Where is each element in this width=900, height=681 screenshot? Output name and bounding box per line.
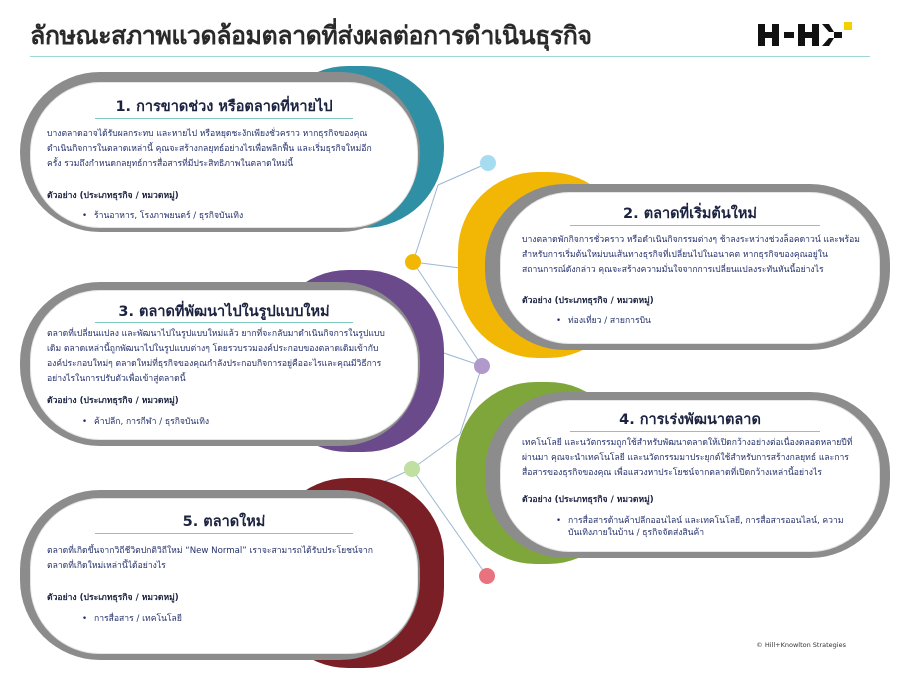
- card-1-example: • ร้านอาหาร, โรงภาพยนตร์ / ธุรกิจบันเทิง: [82, 211, 244, 221]
- card-3-description: ตลาดที่เปลี่ยนแปลง และพัฒนาไปในรูปแบบใหม่แล้ว ยากที่จะกลับมาดำเนินกิจการในรูปแบบเดิม ตลาดเหล่านี้ถูกพัฒนาไปในรูปแบบต่างๆ โดยรวบรวมองค์ประกอบของตลาดเดิมเข้ากับองค์ประกอบใหม่ๆ ตลาดใหม่ที่ธุรกิจของคุณกำลังประกอบกิจการอยู่คืออะไรและคุณมีวิธีการอย่างไรในการปรับตัวเพื่อเข้าสู่ตลาดนี้: [47, 329, 385, 384]
- timeline-dot-1: [480, 155, 496, 171]
- connector-4b: [412, 434, 460, 469]
- copyright: © Hill+Knowlton Strategies: [756, 641, 846, 649]
- card-3-example-text: ค้าปลีก, การกีฬา / ธุรกิจบันเทิง: [94, 417, 210, 427]
- card-1-rule: [95, 118, 353, 119]
- timeline-dot-4: [404, 461, 420, 477]
- card-3-rule: [95, 322, 353, 323]
- card-5-example: • การสื่อสาร / เทคโนโลยี: [82, 614, 182, 624]
- card-2-description: บางตลาดพักกิจการชั่วคราว หรือดำเนินกิจกรรมต่างๆ ช้าลงระหว่างช่วงล็อคดาวน์ และพร้อมสำหรับการเริ่มต้นใหม่บนเส้นทางธุรกิจที่เปลี่ยนไปในอนาคต หากธุรกิจของคุณอยู่ในสถานการณ์ดังกล่าว คุณจะสร้างความมั่นใจจากการเปลี่ยนแปลงระทันหันนี้อย่างไร: [522, 235, 860, 275]
- card-3-example-label: ตัวอย่าง (ประเภทธุรกิจ / หมวดหมู่): [47, 396, 179, 406]
- card-4-description: เทคโนโลยี และนวัตกรรมถูกใช้สำหรับพัฒนาตลาดให้เปิดกว้างอย่างต่อเนื่องตลอดหลายปีที่ผ่านมา คุณจะนำเทคโนโลยี และนวัตกรรมมาประยุกต์ใช้สำหรับการสร้างกลยุทธ์ และการสื่อสารของธุรกิจของคุณ เพื่อแสวงหาประโยชน์จากตลาดที่เปิดกว้างเหล่านี้อย่างไร: [522, 438, 853, 478]
- card-3-example: • ค้าปลีก, การกีฬา / ธุรกิจบันเทิง: [82, 417, 210, 427]
- card-4-example-label: ตัวอย่าง (ประเภทธุรกิจ / หมวดหมู่): [522, 495, 654, 505]
- card-1-description: บางตลาดอาจได้รับผลกระทบ และหายไป หรือหยุดชะงักเพียงชั่วคราว หากธุรกิจของคุณดำเนินกิจการในตลาดเหล่านี้ คุณจะสร้างกลยุทธ์อย่างไรเพื่อพลิกฟื้น และเริ่มธุรกิจใหม่อีกครั้ง รวมถึงกำหนดกลยุทธ์การสื่อสารที่มีประสิทธิภาพในตลาดใหม่นี้: [47, 129, 372, 169]
- card-5-title: 5. ตลาดใหม่: [182, 514, 266, 530]
- card-2-title: 2. ตลาดที่เริ่มต้นใหม่: [623, 206, 757, 222]
- card-2-example-text: ท่องเที่ยว / สายการบิน: [568, 316, 651, 326]
- card-2-rule: [570, 225, 820, 226]
- card-4-example-text: การสื่อสารด้านค้าปลีกออนไลน์ และเทคโนโลยี, การสื่อสารออนไลน์, ความบันเทิงภายในบ้าน / ธุรกิจจัดส่งสินค้า: [568, 516, 844, 538]
- card-5-example-text: การสื่อสาร / เทคโนโลยี: [94, 614, 182, 624]
- card-4-title: 4. การเร่งพัฒนาตลาด: [619, 412, 761, 428]
- card-1-title: 1. การขาดช่วง หรือตลาดที่หายไป: [115, 99, 333, 115]
- card-4-example: • การสื่อสารด้านค้าปลีกออนไลน์ และเทคโนโลยี, การสื่อสารออนไลน์, ความบันเทิงภายในบ้าน / ธุรกิจจัดส่งสินค้า: [556, 516, 844, 538]
- card-4-rule: [570, 431, 820, 432]
- card-5-rule: [95, 533, 353, 534]
- timeline-dot-2: [405, 254, 421, 270]
- card-1-example-text: ร้านอาหาร, โรงภาพยนตร์ / ธุรกิจบันเทิง: [94, 211, 244, 221]
- page-title: ลักษณะสภาพแวดล้อมตลาดที่ส่งผลต่อการดำเนินธุรกิจ: [30, 21, 592, 50]
- card-1-example-label: ตัวอย่าง (ประเภทธุรกิจ / หมวดหมู่): [47, 191, 179, 201]
- card-2-example: • ท่องเที่ยว / สายการบิน: [556, 316, 651, 326]
- card-5-example-label: ตัวอย่าง (ประเภทธุรกิจ / หมวดหมู่): [47, 593, 179, 603]
- card-5-description: ตลาดที่เกิดขึ้นจากวิถีชีวิตปกติวิถีใหม่ “New Normal” เราจะสามารถได้รับประโยชน์จากตลาดที่เกิดใหม่เหล่านี้ได้อย่างไร: [47, 546, 373, 571]
- card-3-title: 3. ตลาดที่พัฒนาไปในรูปแบบใหม่: [118, 304, 330, 320]
- timeline-dot-5: [479, 568, 495, 584]
- timeline-dot-3: [474, 358, 490, 374]
- card-2-example-label: ตัวอย่าง (ประเภทธุรกิจ / หมวดหมู่): [522, 296, 654, 306]
